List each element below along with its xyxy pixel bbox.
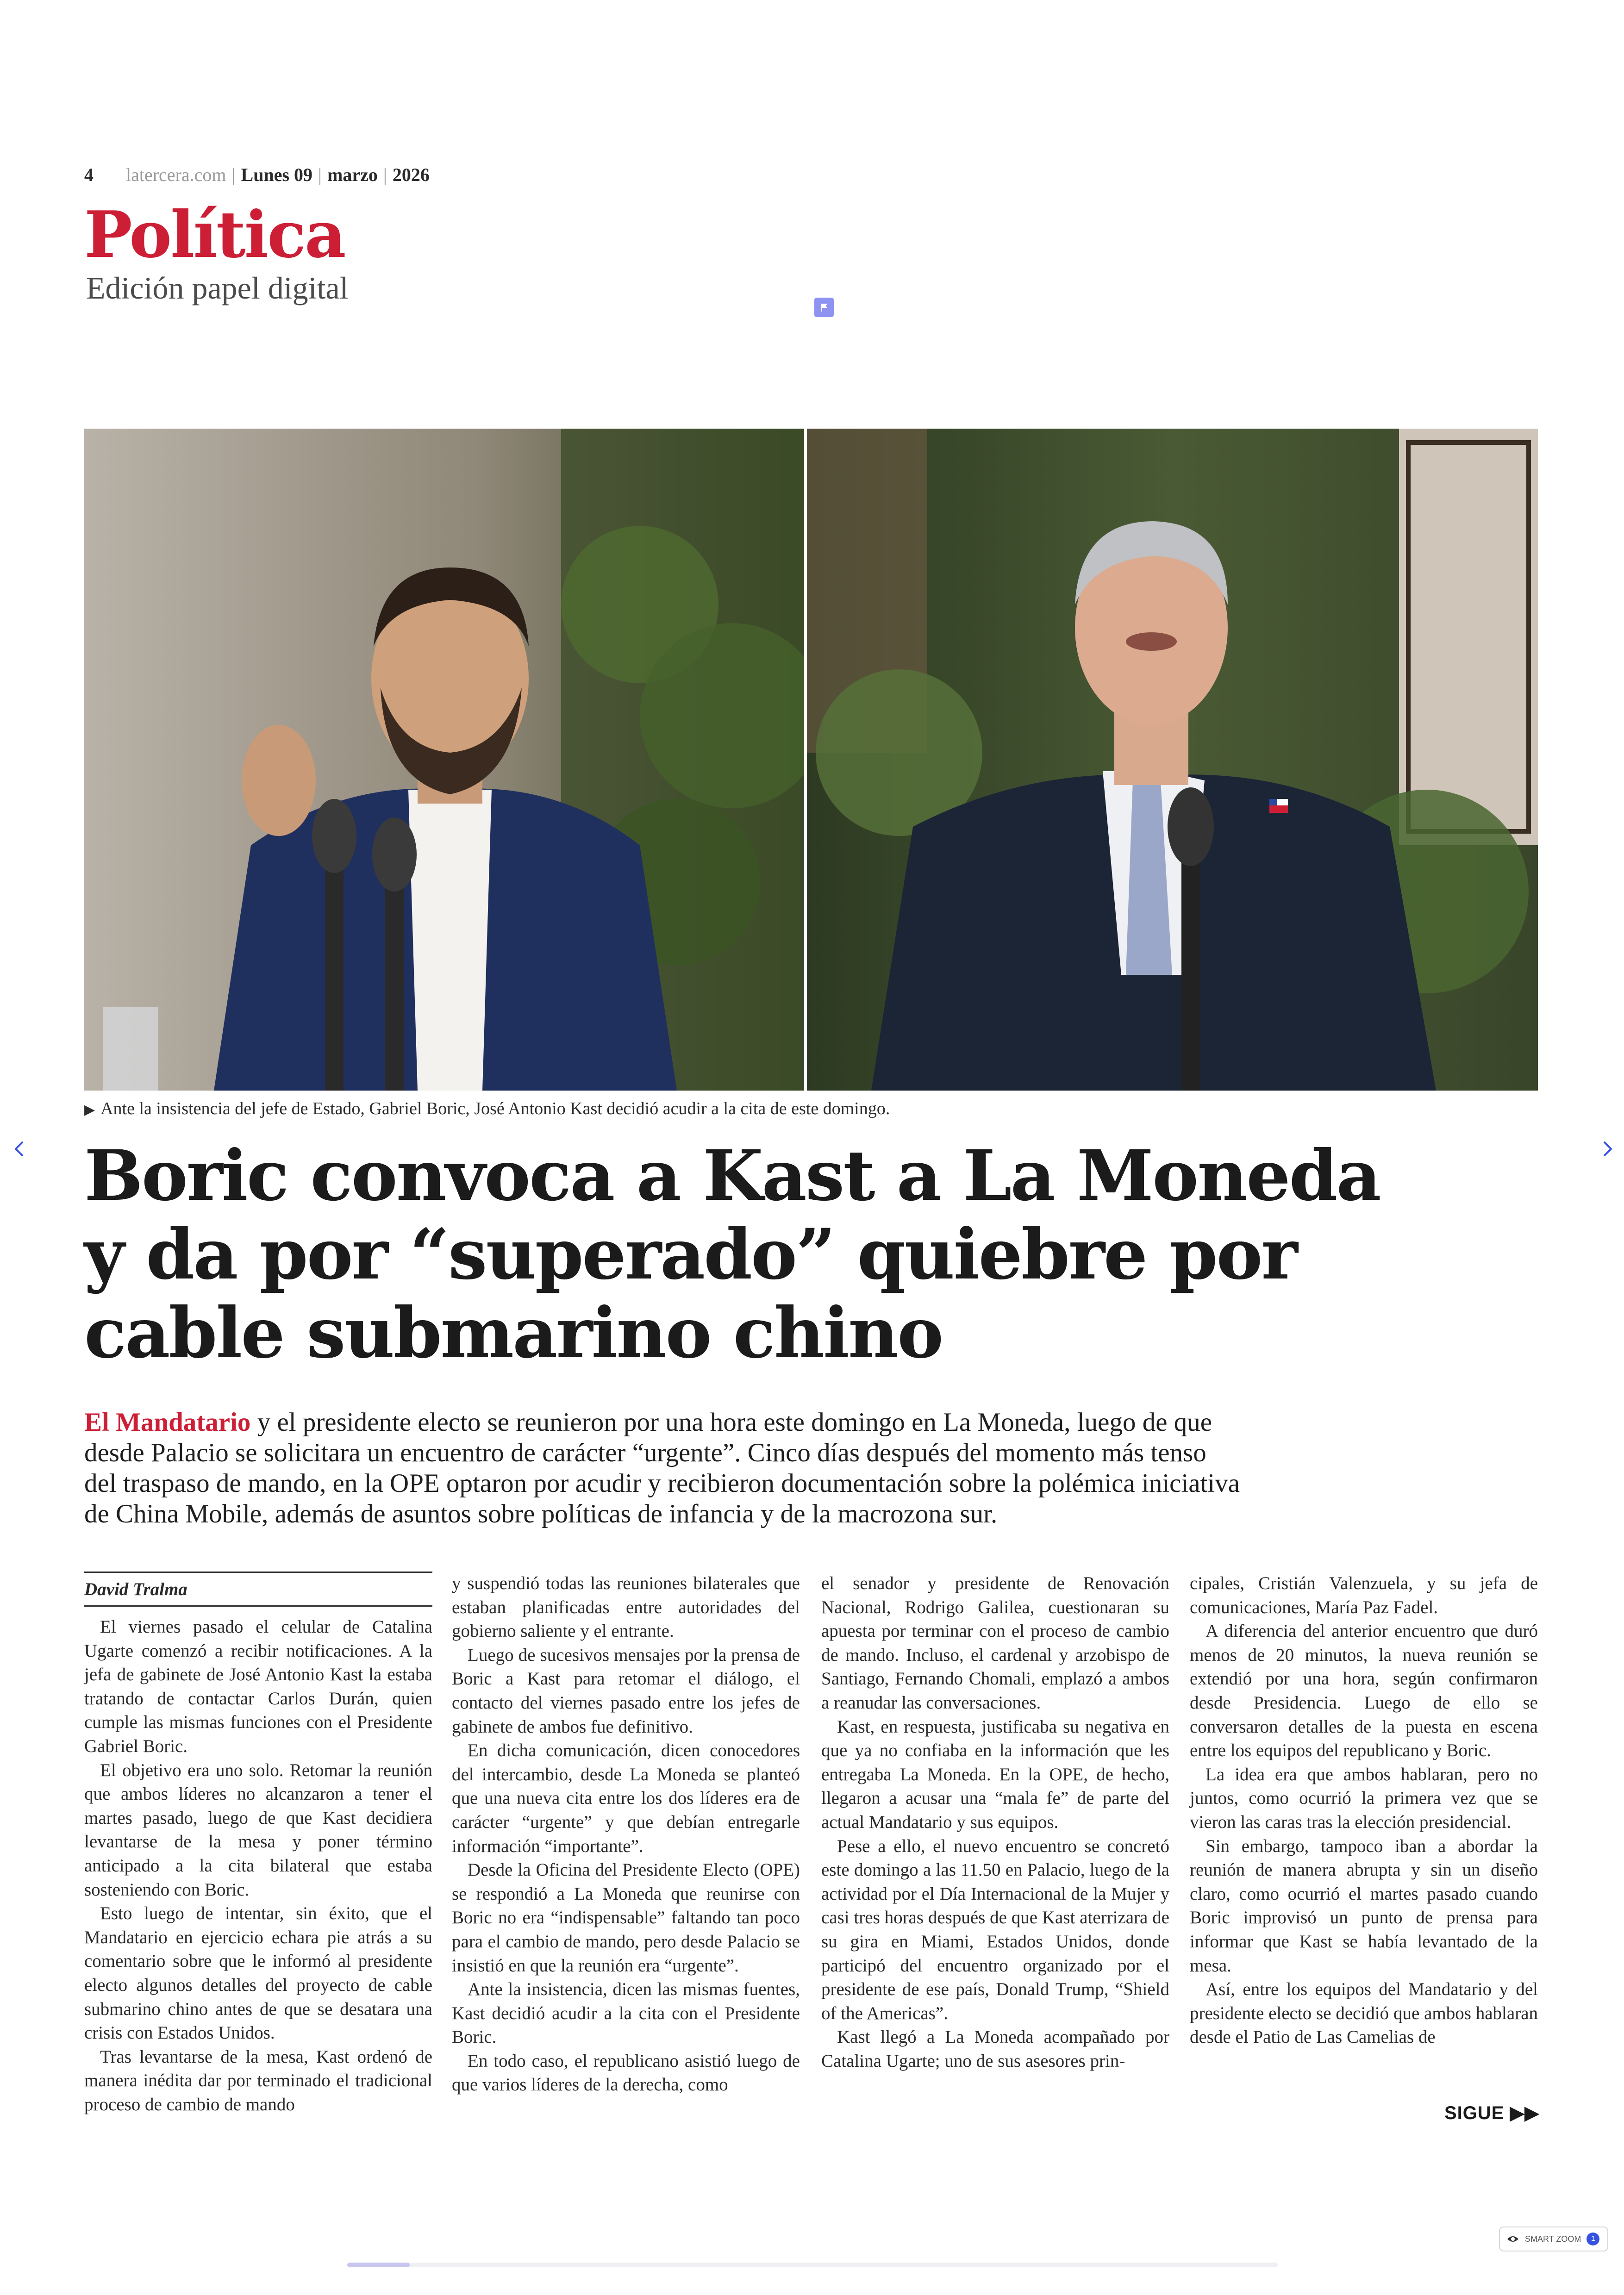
next-page-button[interactable] xyxy=(1593,1135,1621,1163)
continue-marker xyxy=(1444,2102,1539,2124)
body-paragraph: Ante la insistencia, dicen las mismas fuentes, Kast decidió acudir a la cita con el Presidente Boric. xyxy=(452,1979,800,2047)
folio-year: 2026 xyxy=(392,164,430,185)
lead-photo xyxy=(84,429,1538,1091)
lead-kicker: El Mandatario xyxy=(84,1408,251,1437)
photo-left-boric xyxy=(84,429,825,1091)
continue-label: SIGUE xyxy=(1444,2103,1505,2123)
flag-icon xyxy=(814,298,834,317)
body-column-3 xyxy=(821,1572,1169,2073)
lead-line: desde Palacio se solicitara un encuentro de carácter “urgente”. Cinco días después del momento más tenso xyxy=(84,1438,1206,1467)
chevron-right-icon xyxy=(1593,1135,1621,1163)
body-paragraph: Tras levantarse de la mesa, Kast ordenó de manera inédita dar por terminado el tradicional proceso de cambio de mando xyxy=(84,2046,432,2114)
article-lead xyxy=(84,1407,1380,1529)
body-paragraph: A diferencia del anterior encuentro que duró menos de 20 minutos, la nueva reunión se extendió por una hora, según confirmaron desde Presidencia. Luego de ello se conversaron detalles de la puesta en escena entre los equipos del republicano y Boric. xyxy=(1190,1621,1538,1761)
folio-month: marzo xyxy=(327,164,378,185)
folio-separator: | xyxy=(231,164,236,185)
body-paragraph: El viernes pasado el celular de Catalina Ugarte comenzó a recibir notificaciones. A la jefa de gabinete de José Antonio Kast la estaba tratando de contactar Carlos Durán, quien cumple las mismas funciones con el Presidente Gabriel Boric. xyxy=(84,1617,432,1756)
body-column-4 xyxy=(1190,1572,1538,2049)
headline-line: y da por “superado” quiebre por xyxy=(84,1214,1297,1295)
body-paragraph: En todo caso, el republicano asistió luego de que varios líderes de la derecha, como xyxy=(452,2051,800,2095)
lead-line: del traspaso de mando, en la OPE optaron por acudir y recibieron documentación sobre la polémica iniciativa xyxy=(84,1469,1240,1498)
bookmark-button[interactable] xyxy=(814,298,834,317)
smart-zoom-button[interactable] xyxy=(1499,2226,1608,2251)
body-paragraph: Sin embargo, tampoco iban a abordar la reunión de manera abrupta y sin un diseño claro, como ocurrió el martes pasado cuando Boric improvisó un punto de prensa para informar que Kast se había levantado de la mesa. xyxy=(1190,1836,1538,1976)
lead-line xyxy=(84,1407,1380,1438)
body-paragraph: y suspendió todas las reuniones bilaterales que estaban planificadas entre autoridades del gobierno saliente y el entrante. xyxy=(452,1573,800,1641)
folio-separator: | xyxy=(383,164,387,185)
body-paragraph: La idea era que ambos hablaran, pero no juntos, como ocurrió la primera vez que se vieron las caras tras la elección presidencial. xyxy=(1190,1764,1538,1832)
double-arrow-icon: ▶▶ xyxy=(1510,2103,1540,2123)
body-paragraph: Kast llegó a La Moneda acompañado por Catalina Ugarte; uno de sus asesores prin- xyxy=(821,2027,1169,2071)
photo-caption xyxy=(84,1097,890,1122)
folio-line xyxy=(84,162,430,187)
headline-line: Boric convoca a Kast a La Moneda xyxy=(84,1135,1380,1216)
section-title: Política xyxy=(84,197,345,272)
caption-triangle-icon: ▶ xyxy=(84,1102,95,1117)
article-headline xyxy=(84,1136,1450,1372)
zoom-badge: 1 xyxy=(1587,2233,1599,2245)
previous-page-button[interactable] xyxy=(6,1135,33,1163)
body-paragraph: Así, entre los equipos del Mandatario y del presidente electo se decidió que ambos hablaran desde el Patio de Las Camelias de xyxy=(1190,1979,1538,2047)
page-scrollbar[interactable] xyxy=(347,2263,1278,2267)
body-paragraph: En dicha comunicación, dicen conocedores del intercambio, desde La Moneda se planteó que una nueva cita entre los dos líderes era de carácter “urgente” y que debían entregarle información “importante”. xyxy=(452,1740,800,1856)
photo-right-kast xyxy=(807,429,1538,1091)
eye-icon xyxy=(1506,2235,1519,2243)
body-paragraph: cipales, Cristián Valenzuela, y su jefa de comunicaciones, María Paz Fadel. xyxy=(1190,1573,1538,1617)
smart-zoom-label: SMART ZOOM xyxy=(1525,2234,1581,2244)
body-column-1 xyxy=(84,1572,432,2116)
headline-line: cable submarino chino xyxy=(84,1292,943,1374)
body-paragraph: Kast, en respuesta, justificaba su negativa en que ya no confiaba en la información que les entregaba La Moneda. En la OPE, de hecho, llegaron a acusar una “mala fe” de parte del actual Mandatario y sus equipos. xyxy=(821,1716,1169,1832)
folio-day: Lunes 09 xyxy=(241,164,313,185)
folio-separator: | xyxy=(318,164,322,185)
body-paragraph: el senador y presidente de Renovación Nacional, Rodrigo Galilea, cuestionaran su apuesta por terminar con el proceso de cambio de mando. Incluso, el cardenal y arzobispo de Santiago, Fernando Chomali, emplazó a ambos a reanudar las conversaciones. xyxy=(821,1573,1169,1713)
body-paragraph: Luego de sucesivos mensajes por la prensa de Boric a Kast para retomar el diálogo, el contacto del viernes pasado entre los jefes de gabinete de ambos fue definitivo. xyxy=(452,1645,800,1737)
body-paragraph: Esto luego de intentar, sin éxito, que el Mandatario en ejercicio echara pie atrás a su comentario sobre que le informó al presidente electo algunos detalles del proyecto de cable submarino chino antes de que se desatara una crisis con Estados Unidos. xyxy=(84,1903,432,2043)
caption-text: Ante la insistencia del jefe de Estado, Gabriel Boric, José Antonio Kast decidió acudir a la cita de este domingo. xyxy=(100,1099,890,1118)
body-paragraph: Desde la Oficina del Presidente Electo (OPE) se respondió a La Moneda que reunirse con Boric no era “indispensable” faltando tan poco para el cambio de mando, pero desde Palacio se insistió en que la reunión era “urgente”. xyxy=(452,1860,800,1976)
edition-label: Edición papel digital xyxy=(86,270,349,306)
byline: David Tralma xyxy=(84,1572,432,1607)
lead-line: de China Mobile, además de asuntos sobre políticas de infancia y de la macrozona sur. xyxy=(84,1499,998,1528)
body-column-2 xyxy=(452,1572,800,2097)
scrollbar-thumb[interactable] xyxy=(347,2263,410,2267)
body-paragraph: Pese a ello, el nuevo encuentro se concretó este domingo a las 11.50 en Palacio, luego de la actividad por el Día Internacional de la Mujer y casi tres horas después de que Kast aterrizara de su gira en Miami, Estados Unidos, donde participó del encuentro organizado por el presidente de ese país, Donald Trump, “Shield of the Americas”. xyxy=(821,1836,1169,2023)
site-name: latercera.com xyxy=(126,164,226,185)
chevron-left-icon xyxy=(6,1135,33,1163)
page-number: 4 xyxy=(84,164,94,185)
lead-text: y el presidente electo se reunieron por una hora este domingo en La Moneda, luego de que xyxy=(250,1408,1212,1437)
body-paragraph: El objetivo era uno solo. Retomar la reunión que ambos líderes no alcanzaron a tener el martes pasado, luego de que Kast decidiera levantarse de la mesa y poner término anticipado a la cita bilateral que estaba sosteniendo con Boric. xyxy=(84,1760,432,1900)
